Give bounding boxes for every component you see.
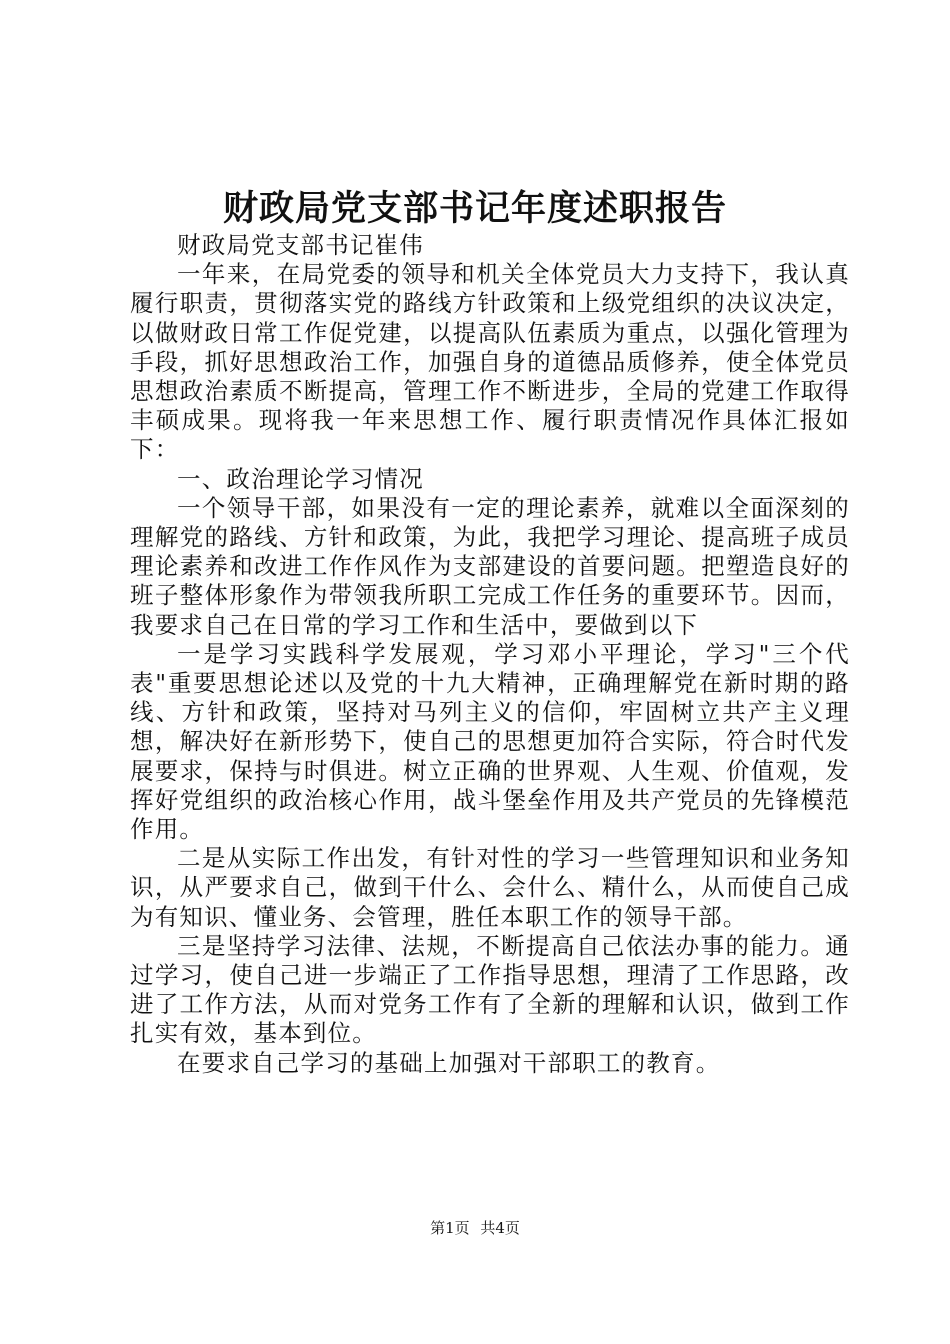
paragraph-point-one: 一是学习实践科学发展观，学习邓小平理论，学习"三个代表"重要思想论述以及党的十九大精神，正确理解党在新时期的路线、方针和政策，坚持对马列主义的信仰，牢固树立共产主义理想，解决好在新形势下，使自己的思想更加符合实际，符合时代发展要求，保持与时俱进。树立正确的世界观、人生观、价值观，发挥好党组织的政治核心作用，战斗堡垒作用及共产党员的先锋模范作用。	[130, 639, 850, 844]
paragraph-intro: 一年来，在局党委的领导和机关全体党员大力支持下，我认真履行职责，贯彻落实党的路线方针政策和上级党组织的决议决定，以做财政日常工作促党建，以提高队伍素质为重点，以强化管理为手段，抓好思想政治工作，加强自身的道德品质修养，使全体党员思想政治素质不断提高，管理工作不断进步，全局的党建工作取得丰硕成果。现将我一年来思想工作、履行职责情况作具体汇报如下：	[130, 260, 850, 464]
page-footer	[0, 1218, 950, 1238]
paragraph-education: 在要求自己学习的基础上加强对干部职工的教育。	[177, 1048, 721, 1077]
page-total: 共4页	[480, 1219, 520, 1237]
document-body	[130, 231, 850, 1078]
document-title: 财政局党支部书记年度述职报告	[222, 188, 727, 229]
paragraph-point-two: 二是从实际工作出发，有针对性的学习一些管理知识和业务知识，从严要求自己，做到干什么、会什么、精什么，从而使自己成为有知识、懂业务、会管理，胜任本职工作的领导干部。	[130, 844, 850, 931]
page-number: 第1页	[430, 1219, 470, 1237]
paragraph-point-three: 三是坚持学习法律、法规，不断提高自己依法办事的能力。通过学习，使自己进一步端正了工作指导思想，理清了工作思路，改进了工作方法，从而对党务工作有了全新的理解和认识，做到工作扎实有效，基本到位。	[130, 931, 850, 1048]
author-line: 财政局党支部书记崔伟	[177, 231, 424, 259]
paragraph-theory: 一个领导干部，如果没有一定的理论素养，就难以全面深刻的理解党的路线、方针和政策，为此，我把学习理论、提高班子成员理论素养和改进工作作风作为支部建设的首要问题。把塑造良好的班子整体形象作为带领我所职工完成工作任务的重要环节。因而，我要求自己在日常的学习工作和生活中，要做到以下	[130, 493, 850, 639]
section-heading: 一、政治理论学习情况	[177, 464, 424, 493]
